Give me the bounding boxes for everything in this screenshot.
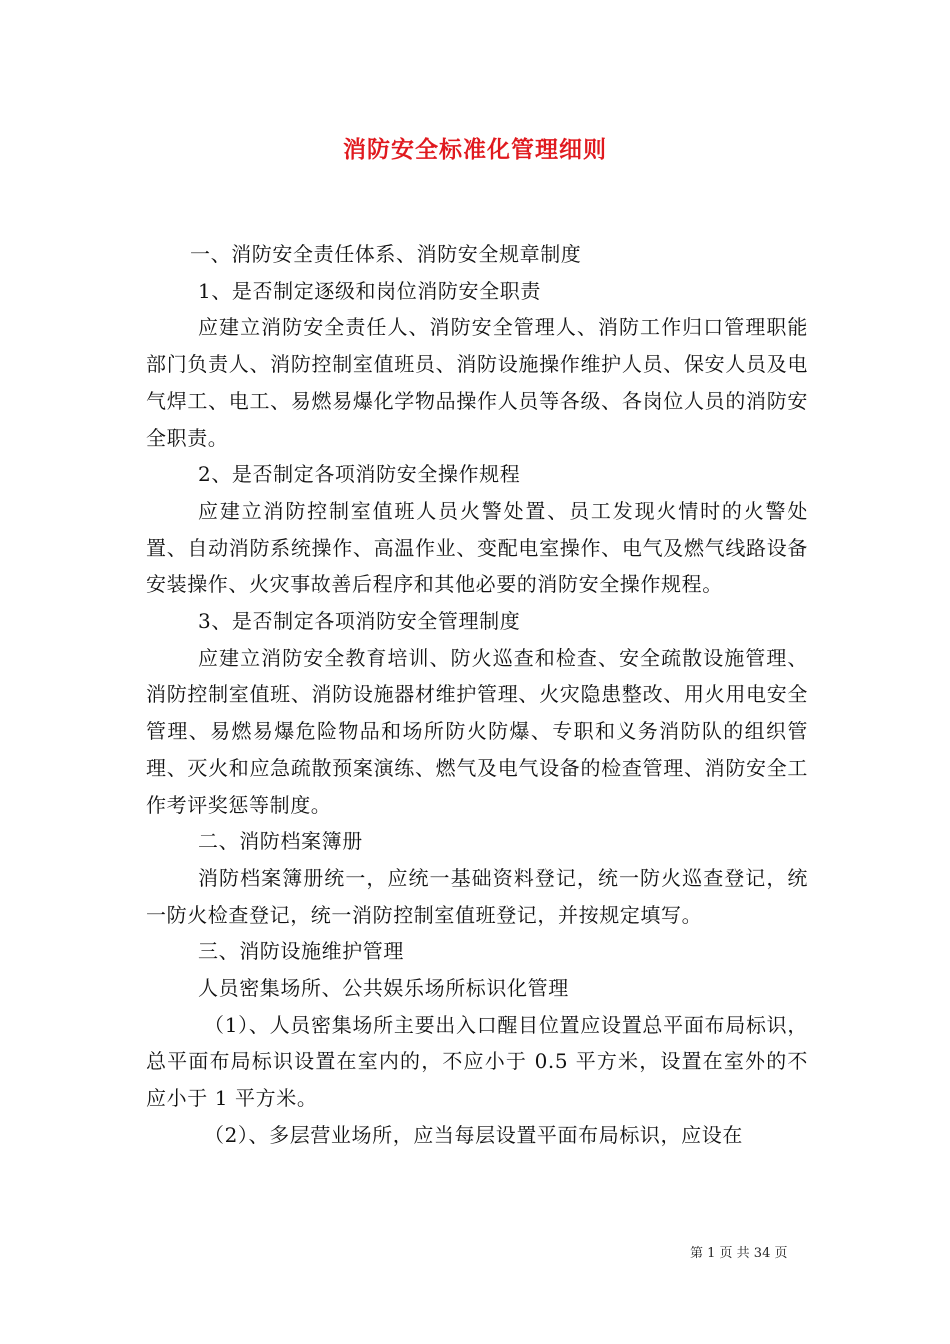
- paragraph-4: 消防档案簿册统一，应统一基础资料登记，统一防火巡查登记，统一防火检查登记，统一消防控制室值班登记，并按规定填写。: [146, 865, 808, 927]
- subheading-3: 3、是否制定各项消防安全管理制度: [198, 609, 521, 634]
- page-number: 第 1 页 共 34 页: [690, 1246, 788, 1261]
- section-heading-2: 二、消防档案簿册: [198, 829, 363, 854]
- section-heading-3: 三、消防设施维护管理: [198, 939, 404, 964]
- subheading-1: 1、是否制定逐级和岗位消防安全职责: [198, 278, 541, 303]
- document-body: [146, 236, 808, 1154]
- paragraph-3: 应建立消防安全教育培训、防火巡查和检查、安全疏散设施管理、消防控制室值班、消防设施器材维护管理、火灾隐患整改、用火用电安全管理、易燃易爆危险物品和场所防火防爆、专职和义务消防队的组织管理、灭火和应急疏散预案演练、燃气及电气设备的检查管理、消防安全工作考评奖惩等制度。: [146, 645, 808, 817]
- document-title: 消防安全标准化管理细则: [343, 136, 607, 163]
- section-heading-1: 一、消防安全责任体系、消防安全规章制度: [190, 242, 582, 266]
- paragraph-1: 应建立消防安全责任人、消防安全管理人、消防工作归口管理职能部门负责人、消防控制室值班员、消防设施操作维护人员、保安人员及电气焊工、电工、易燃易爆化学物品操作人员等各级、各岗位人员的消防安全职责。: [146, 315, 808, 450]
- paragraph-7: （2）、多层营业场所，应当每层设置平面布局标识，应设在: [204, 1122, 743, 1147]
- paragraph-6: （1）、人员密集场所主要出入口醒目位置应设置总平面布局标识，总平面布局标识设置在室内的，不应小于 0.5 平方米，设置在室外的不应小于 1 平方米。: [146, 1012, 808, 1111]
- paragraph-5: 人员密集场所、公共娱乐场所标识化管理: [198, 976, 569, 1001]
- paragraph-2: 应建立消防控制室值班人员火警处置、员工发现火情时的火警处置、自动消防系统操作、高温作业、变配电室操作、电气及燃气线路设备安装操作、火灾事故善后程序和其他必要的消防安全操作规程。: [146, 498, 808, 597]
- subheading-2: 2、是否制定各项消防安全操作规程: [198, 462, 521, 487]
